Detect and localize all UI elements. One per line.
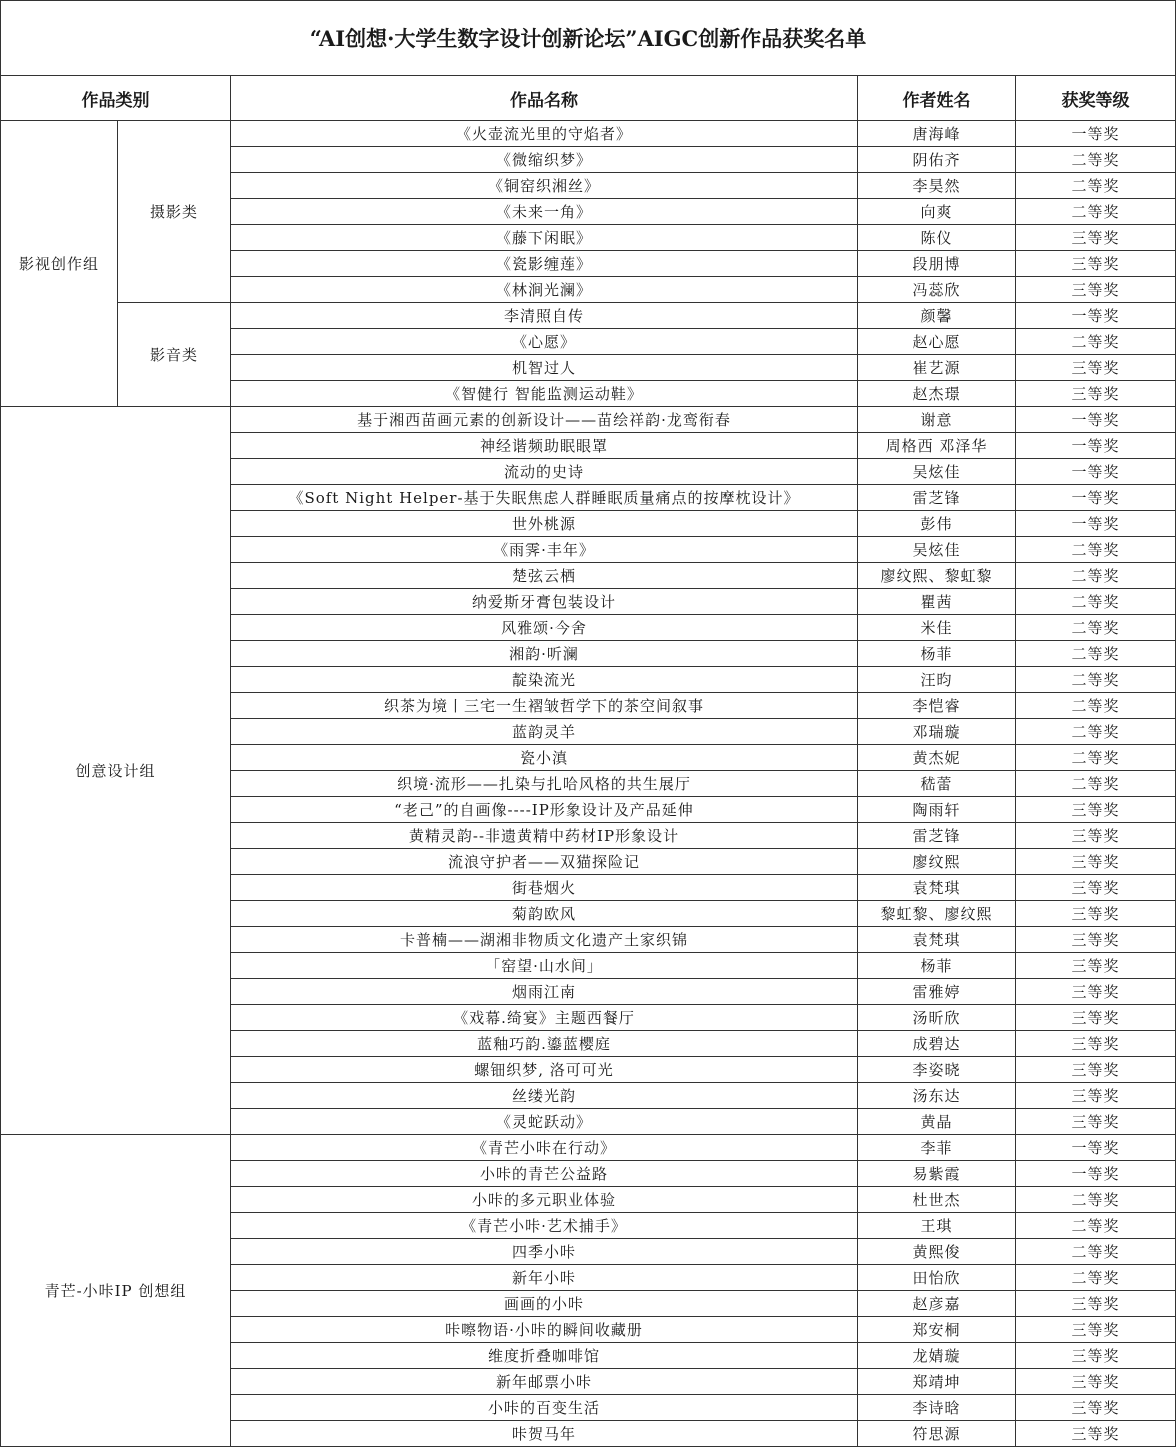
author-name: 黎虹黎、廖纹熙 [858, 901, 1016, 927]
award-level: 二等奖 [1016, 771, 1176, 797]
author-name: 彭伟 [858, 511, 1016, 537]
work-name: 《瓷影缠莲》 [231, 251, 858, 277]
work-name: 新年邮票小咔 [231, 1369, 858, 1395]
award-level: 三等奖 [1016, 797, 1176, 823]
author-name: 唐海峰 [858, 121, 1016, 147]
work-name: 《林涧光澜》 [231, 277, 858, 303]
header-category: 作品类别 [1, 76, 231, 121]
award-level: 三等奖 [1016, 1291, 1176, 1317]
award-level: 三等奖 [1016, 875, 1176, 901]
work-name: 李清照自传 [231, 303, 858, 329]
author-name: 嵇蕾 [858, 771, 1016, 797]
author-name: 赵杰璟 [858, 381, 1016, 407]
author-name: 李诗晗 [858, 1395, 1016, 1421]
award-level: 二等奖 [1016, 667, 1176, 693]
work-name: 菊韵欧风 [231, 901, 858, 927]
author-name: 黄熙俊 [858, 1239, 1016, 1265]
work-name: 《青芒小咔在行动》 [231, 1135, 858, 1161]
award-level: 三等奖 [1016, 1317, 1176, 1343]
header-author: 作者姓名 [858, 76, 1016, 121]
author-name: 吴炫佳 [858, 459, 1016, 485]
work-name: 卡普楠——湖湘非物质文化遗产土家织锦 [231, 927, 858, 953]
author-name: 杨菲 [858, 953, 1016, 979]
work-name: 基于湘西苗画元素的创新设计——苗绘祥韵·龙鸾衔春 [231, 407, 858, 433]
award-level: 三等奖 [1016, 251, 1176, 277]
author-name: 黄杰妮 [858, 745, 1016, 771]
author-name: 李昊然 [858, 173, 1016, 199]
author-name: 汤昕欣 [858, 1005, 1016, 1031]
work-name: 《智健行 智能监测运动鞋》 [231, 381, 858, 407]
work-name: 黄精灵韵--非遗黄精中药材IP形象设计 [231, 823, 858, 849]
work-name: 街巷烟火 [231, 875, 858, 901]
header-row [1, 76, 1176, 121]
work-name: 小咔的百变生活 [231, 1395, 858, 1421]
author-name: 阴佑齐 [858, 147, 1016, 173]
subgroup-name: 摄影类 [118, 121, 231, 303]
page-title: “AI创想·大学生数字设计创新论坛”AIGC创新作品获奖名单 [1, 1, 1176, 76]
work-name: 咔嚓物语·小咔的瞬间收藏册 [231, 1317, 858, 1343]
award-level: 一等奖 [1016, 511, 1176, 537]
group-name: 青芒-小咔IP 创想组 [1, 1135, 231, 1447]
work-name: 神经谐频助眠眼罩 [231, 433, 858, 459]
award-level: 二等奖 [1016, 719, 1176, 745]
author-name: 李菲 [858, 1135, 1016, 1161]
group-name: 创意设计组 [1, 407, 231, 1135]
author-name: 冯蕊欣 [858, 277, 1016, 303]
work-name: 螺钿织梦, 洛可可光 [231, 1057, 858, 1083]
award-level: 三等奖 [1016, 927, 1176, 953]
work-name: 《灵蛇跃动》 [231, 1109, 858, 1135]
table-row [1, 1135, 1176, 1161]
work-name: “老己”的自画像----IP形象设计及产品延伸 [231, 797, 858, 823]
work-name: 《青芒小咔·艺术捕手》 [231, 1213, 858, 1239]
work-name: 流动的史诗 [231, 459, 858, 485]
work-name: 烟雨江南 [231, 979, 858, 1005]
award-level: 二等奖 [1016, 745, 1176, 771]
award-level: 一等奖 [1016, 433, 1176, 459]
subgroup-name: 影音类 [118, 303, 231, 407]
author-name: 赵心愿 [858, 329, 1016, 355]
author-name: 田怡欣 [858, 1265, 1016, 1291]
award-level: 三等奖 [1016, 1083, 1176, 1109]
author-name: 李恺睿 [858, 693, 1016, 719]
award-level: 三等奖 [1016, 1421, 1176, 1447]
award-level: 二等奖 [1016, 1213, 1176, 1239]
work-name: 小咔的多元职业体验 [231, 1187, 858, 1213]
work-name: 四季小咔 [231, 1239, 858, 1265]
award-level: 二等奖 [1016, 693, 1176, 719]
award-level: 一等奖 [1016, 485, 1176, 511]
work-name: 蓝釉巧韵.鎏蓝樱庭 [231, 1031, 858, 1057]
award-level: 三等奖 [1016, 1369, 1176, 1395]
work-name: 小咔的青芒公益路 [231, 1161, 858, 1187]
award-level: 三等奖 [1016, 1005, 1176, 1031]
work-name: 新年小咔 [231, 1265, 858, 1291]
author-name: 邓瑞璇 [858, 719, 1016, 745]
award-level: 二等奖 [1016, 615, 1176, 641]
award-level: 二等奖 [1016, 147, 1176, 173]
author-name: 龙婧璇 [858, 1343, 1016, 1369]
award-level: 三等奖 [1016, 355, 1176, 381]
award-level: 二等奖 [1016, 329, 1176, 355]
work-name: 楚弦云栖 [231, 563, 858, 589]
author-name: 米佳 [858, 615, 1016, 641]
work-name: 织境·流形——扎染与扎哈风格的共生展厅 [231, 771, 858, 797]
award-level: 一等奖 [1016, 303, 1176, 329]
author-name: 雷雅婷 [858, 979, 1016, 1005]
work-name: 《Soft Night Helper-基于失眠焦虑人群睡眠质量痛点的按摩枕设计》 [231, 485, 858, 511]
author-name: 崔艺源 [858, 355, 1016, 381]
award-level: 三等奖 [1016, 849, 1176, 875]
work-name: 咔贺马年 [231, 1421, 858, 1447]
award-level: 三等奖 [1016, 901, 1176, 927]
award-level: 二等奖 [1016, 1187, 1176, 1213]
author-name: 陈仪 [858, 225, 1016, 251]
author-name: 郑安桐 [858, 1317, 1016, 1343]
author-name: 易紫霞 [858, 1161, 1016, 1187]
award-level: 三等奖 [1016, 1343, 1176, 1369]
author-name: 袁梵琪 [858, 927, 1016, 953]
work-name: 《心愿》 [231, 329, 858, 355]
work-name: 《藤下闲眠》 [231, 225, 858, 251]
award-level: 一等奖 [1016, 121, 1176, 147]
author-name: 郑靖坤 [858, 1369, 1016, 1395]
award-level: 二等奖 [1016, 589, 1176, 615]
work-name: 机智过人 [231, 355, 858, 381]
author-name: 袁梵琪 [858, 875, 1016, 901]
work-name: 纳爱斯牙膏包装设计 [231, 589, 858, 615]
award-level: 三等奖 [1016, 1395, 1176, 1421]
author-name: 向爽 [858, 199, 1016, 225]
author-name: 汪昀 [858, 667, 1016, 693]
author-name: 瞿茜 [858, 589, 1016, 615]
award-level: 二等奖 [1016, 537, 1176, 563]
work-name: 《铜窑织湘丝》 [231, 173, 858, 199]
work-name: 蓝韵灵羊 [231, 719, 858, 745]
author-name: 黄晶 [858, 1109, 1016, 1135]
author-name: 王琪 [858, 1213, 1016, 1239]
author-name: 汤东达 [858, 1083, 1016, 1109]
award-level: 三等奖 [1016, 823, 1176, 849]
award-level: 二等奖 [1016, 173, 1176, 199]
author-name: 颜馨 [858, 303, 1016, 329]
award-level: 三等奖 [1016, 1057, 1176, 1083]
work-name: 瓷小滇 [231, 745, 858, 771]
award-level: 三等奖 [1016, 1031, 1176, 1057]
work-name: 湘韵·听澜 [231, 641, 858, 667]
work-name: 靛染流光 [231, 667, 858, 693]
award-level: 三等奖 [1016, 953, 1176, 979]
author-name: 雷芝锋 [858, 823, 1016, 849]
table-body [1, 121, 1176, 1447]
work-name: 《微缩织梦》 [231, 147, 858, 173]
work-name: 世外桃源 [231, 511, 858, 537]
table-row [1, 303, 1176, 329]
author-name: 杜世杰 [858, 1187, 1016, 1213]
award-level: 二等奖 [1016, 641, 1176, 667]
work-name: 「窑望·山水间」 [231, 953, 858, 979]
author-name: 杨菲 [858, 641, 1016, 667]
award-level: 三等奖 [1016, 979, 1176, 1005]
author-name: 雷芝锋 [858, 485, 1016, 511]
award-level: 三等奖 [1016, 381, 1176, 407]
author-name: 吴炫佳 [858, 537, 1016, 563]
award-level: 二等奖 [1016, 1265, 1176, 1291]
award-level: 三等奖 [1016, 277, 1176, 303]
author-name: 李姿晓 [858, 1057, 1016, 1083]
award-level: 一等奖 [1016, 1135, 1176, 1161]
work-name: 《雨霁·丰年》 [231, 537, 858, 563]
author-name: 成碧达 [858, 1031, 1016, 1057]
work-name: 风雅颂·今舍 [231, 615, 858, 641]
author-name: 廖纹熙 [858, 849, 1016, 875]
table-row [1, 121, 1176, 147]
work-name: 《火壶流光里的守焰者》 [231, 121, 858, 147]
work-name: 维度折叠咖啡馆 [231, 1343, 858, 1369]
award-level: 二等奖 [1016, 199, 1176, 225]
work-name: 画画的小咔 [231, 1291, 858, 1317]
author-name: 符思源 [858, 1421, 1016, 1447]
award-level: 二等奖 [1016, 563, 1176, 589]
work-name: 织茶为境丨三宅一生褶皱哲学下的茶空间叙事 [231, 693, 858, 719]
header-work-name: 作品名称 [231, 76, 858, 121]
work-name: 《戏幕.绮宴》主题西餐厅 [231, 1005, 858, 1031]
work-name: 丝缕光韵 [231, 1083, 858, 1109]
work-name: 流浪守护者——双猫探险记 [231, 849, 858, 875]
author-name: 周格西 邓泽华 [858, 433, 1016, 459]
author-name: 段朋博 [858, 251, 1016, 277]
author-name: 陶雨轩 [858, 797, 1016, 823]
award-level: 一等奖 [1016, 1161, 1176, 1187]
author-name: 赵彦嘉 [858, 1291, 1016, 1317]
award-level: 二等奖 [1016, 1239, 1176, 1265]
header-award: 获奖等级 [1016, 76, 1176, 121]
author-name: 廖纹熙、黎虹黎 [858, 563, 1016, 589]
title-row [1, 1, 1176, 76]
work-name: 《未来一角》 [231, 199, 858, 225]
table-row [1, 407, 1176, 433]
award-level: 三等奖 [1016, 1109, 1176, 1135]
author-name: 谢意 [858, 407, 1016, 433]
award-level: 一等奖 [1016, 459, 1176, 485]
group-name: 影视创作组 [1, 121, 118, 407]
award-level: 一等奖 [1016, 407, 1176, 433]
award-level: 三等奖 [1016, 225, 1176, 251]
